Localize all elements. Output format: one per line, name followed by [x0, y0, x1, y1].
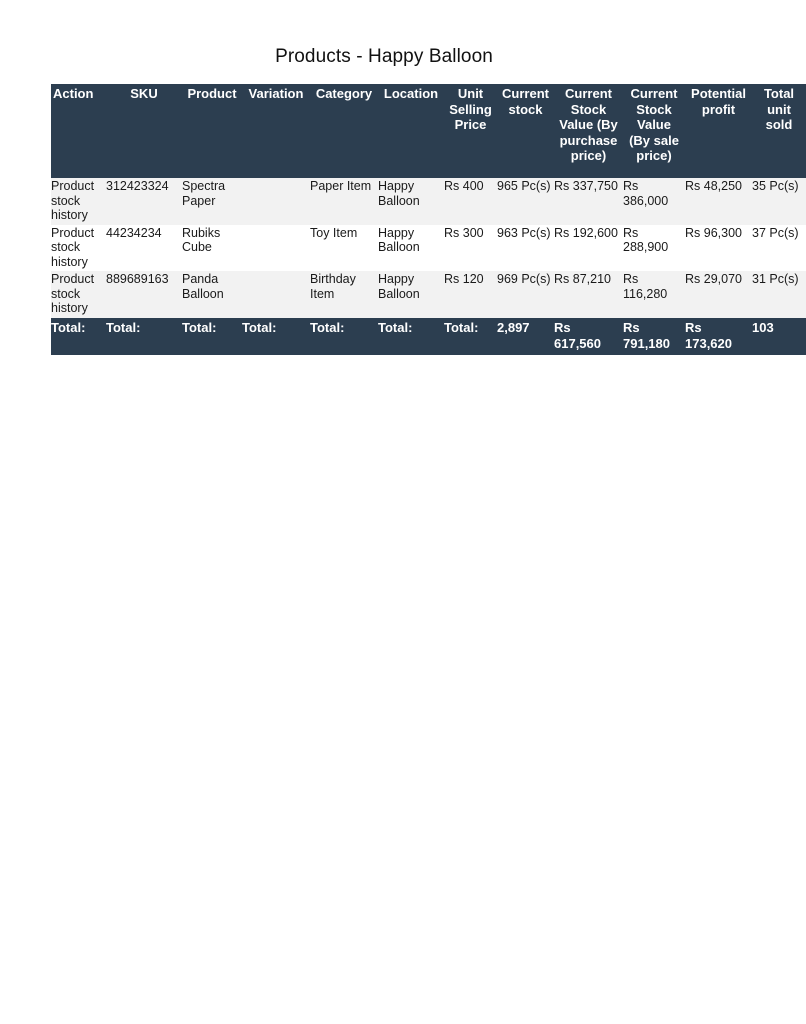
- cell-product: Panda Balloon: [182, 271, 242, 318]
- product-stock-history-link[interactable]: Product stock history: [51, 272, 95, 315]
- cell-location: Happy Balloon: [378, 271, 444, 318]
- cell-variation: [242, 225, 310, 272]
- column-header-product[interactable]: Product: [182, 84, 242, 178]
- table-footer: [51, 318, 806, 355]
- column-header-action[interactable]: Action: [51, 84, 106, 178]
- cell-variation: [242, 271, 310, 318]
- footer-value-purchase-total: Rs 617,560: [554, 318, 623, 355]
- footer-total-label: Total:: [444, 318, 497, 355]
- row-action-link[interactable]: [51, 271, 106, 318]
- footer-total-label: Total:: [242, 318, 310, 355]
- footer-value-sale-total: Rs 791,180: [623, 318, 685, 355]
- cell-unit-price: Rs 120: [444, 271, 497, 318]
- product-stock-history-link[interactable]: Product stock history: [51, 225, 95, 269]
- header-row: [51, 84, 806, 178]
- totals-row: [51, 318, 806, 355]
- row-action-link[interactable]: [51, 178, 106, 225]
- column-header-unit-selling-price[interactable]: Unit Selling Price: [444, 84, 497, 178]
- column-header-total-unit-sold[interactable]: Total unit sold: [752, 84, 806, 178]
- cell-sku: 312423324: [106, 178, 182, 225]
- cell-variation: [242, 178, 310, 225]
- footer-total-label: Total:: [310, 318, 378, 355]
- column-header-stock-value-purchase[interactable]: Current Stock Value (By purchase price): [554, 84, 623, 178]
- cell-sku: 889689163: [106, 271, 182, 318]
- footer-current-stock-total: 2,897: [497, 318, 554, 355]
- footer-potential-profit-total: Rs 173,620: [685, 318, 752, 355]
- page-title: Products - Happy Balloon: [275, 46, 493, 67]
- footer-total-label: Total:: [51, 318, 106, 355]
- footer-total-sold: 103: [752, 318, 806, 355]
- column-header-potential-profit[interactable]: Potential profit: [685, 84, 752, 178]
- column-header-location[interactable]: Location: [378, 84, 444, 178]
- column-header-variation[interactable]: Variation: [242, 84, 310, 178]
- cell-current-stock: 963 Pc(s): [497, 225, 554, 272]
- cell-value-sale: Rs 116,280: [623, 271, 685, 318]
- cell-total-sold: 35 Pc(s): [752, 178, 806, 225]
- product-stock-history-link[interactable]: Product stock history: [51, 179, 95, 222]
- cell-value-purchase: Rs 192,600: [554, 225, 623, 272]
- cell-potential-profit: Rs 48,250: [685, 178, 752, 225]
- cell-potential-profit: Rs 96,300: [685, 225, 752, 272]
- cell-value-purchase: Rs 337,750: [554, 178, 623, 225]
- products-table-container[interactable]: [51, 84, 799, 355]
- table-row: [51, 225, 806, 272]
- cell-total-sold: 31 Pc(s): [752, 271, 806, 318]
- footer-total-label: Total:: [106, 318, 182, 355]
- cell-category: Toy Item: [310, 225, 378, 272]
- table-body: [51, 178, 806, 318]
- cell-sku: 44234234: [106, 225, 182, 272]
- cell-current-stock: 965 Pc(s): [497, 178, 554, 225]
- cell-current-stock: 969 Pc(s): [497, 271, 554, 318]
- footer-total-label: Total:: [182, 318, 242, 355]
- table-header: [51, 84, 806, 178]
- column-header-sku[interactable]: SKU: [106, 84, 182, 178]
- cell-product: Rubiks Cube: [182, 225, 242, 272]
- cell-category: Birthday Item: [310, 271, 378, 318]
- column-header-stock-value-sale[interactable]: Current Stock Value (By sale price): [623, 84, 685, 178]
- row-action-link[interactable]: [51, 225, 106, 272]
- cell-product: Spectra Paper: [182, 178, 242, 225]
- cell-location: Happy Balloon: [378, 178, 444, 225]
- table-row: [51, 178, 806, 225]
- cell-value-sale: Rs 288,900: [623, 225, 685, 272]
- table-row: [51, 271, 806, 318]
- cell-location: Happy Balloon: [378, 225, 444, 272]
- column-header-category[interactable]: Category: [310, 84, 378, 178]
- cell-unit-price: Rs 400: [444, 178, 497, 225]
- footer-total-label: Total:: [378, 318, 444, 355]
- cell-potential-profit: Rs 29,070: [685, 271, 752, 318]
- cell-value-sale: Rs 386,000: [623, 178, 685, 225]
- products-table: [51, 84, 806, 355]
- cell-unit-price: Rs 300: [444, 225, 497, 272]
- cell-category: Paper Item: [310, 178, 378, 225]
- column-header-current-stock[interactable]: Current stock: [497, 84, 554, 178]
- cell-total-sold: 37 Pc(s): [752, 225, 806, 272]
- cell-value-purchase: Rs 87,210: [554, 271, 623, 318]
